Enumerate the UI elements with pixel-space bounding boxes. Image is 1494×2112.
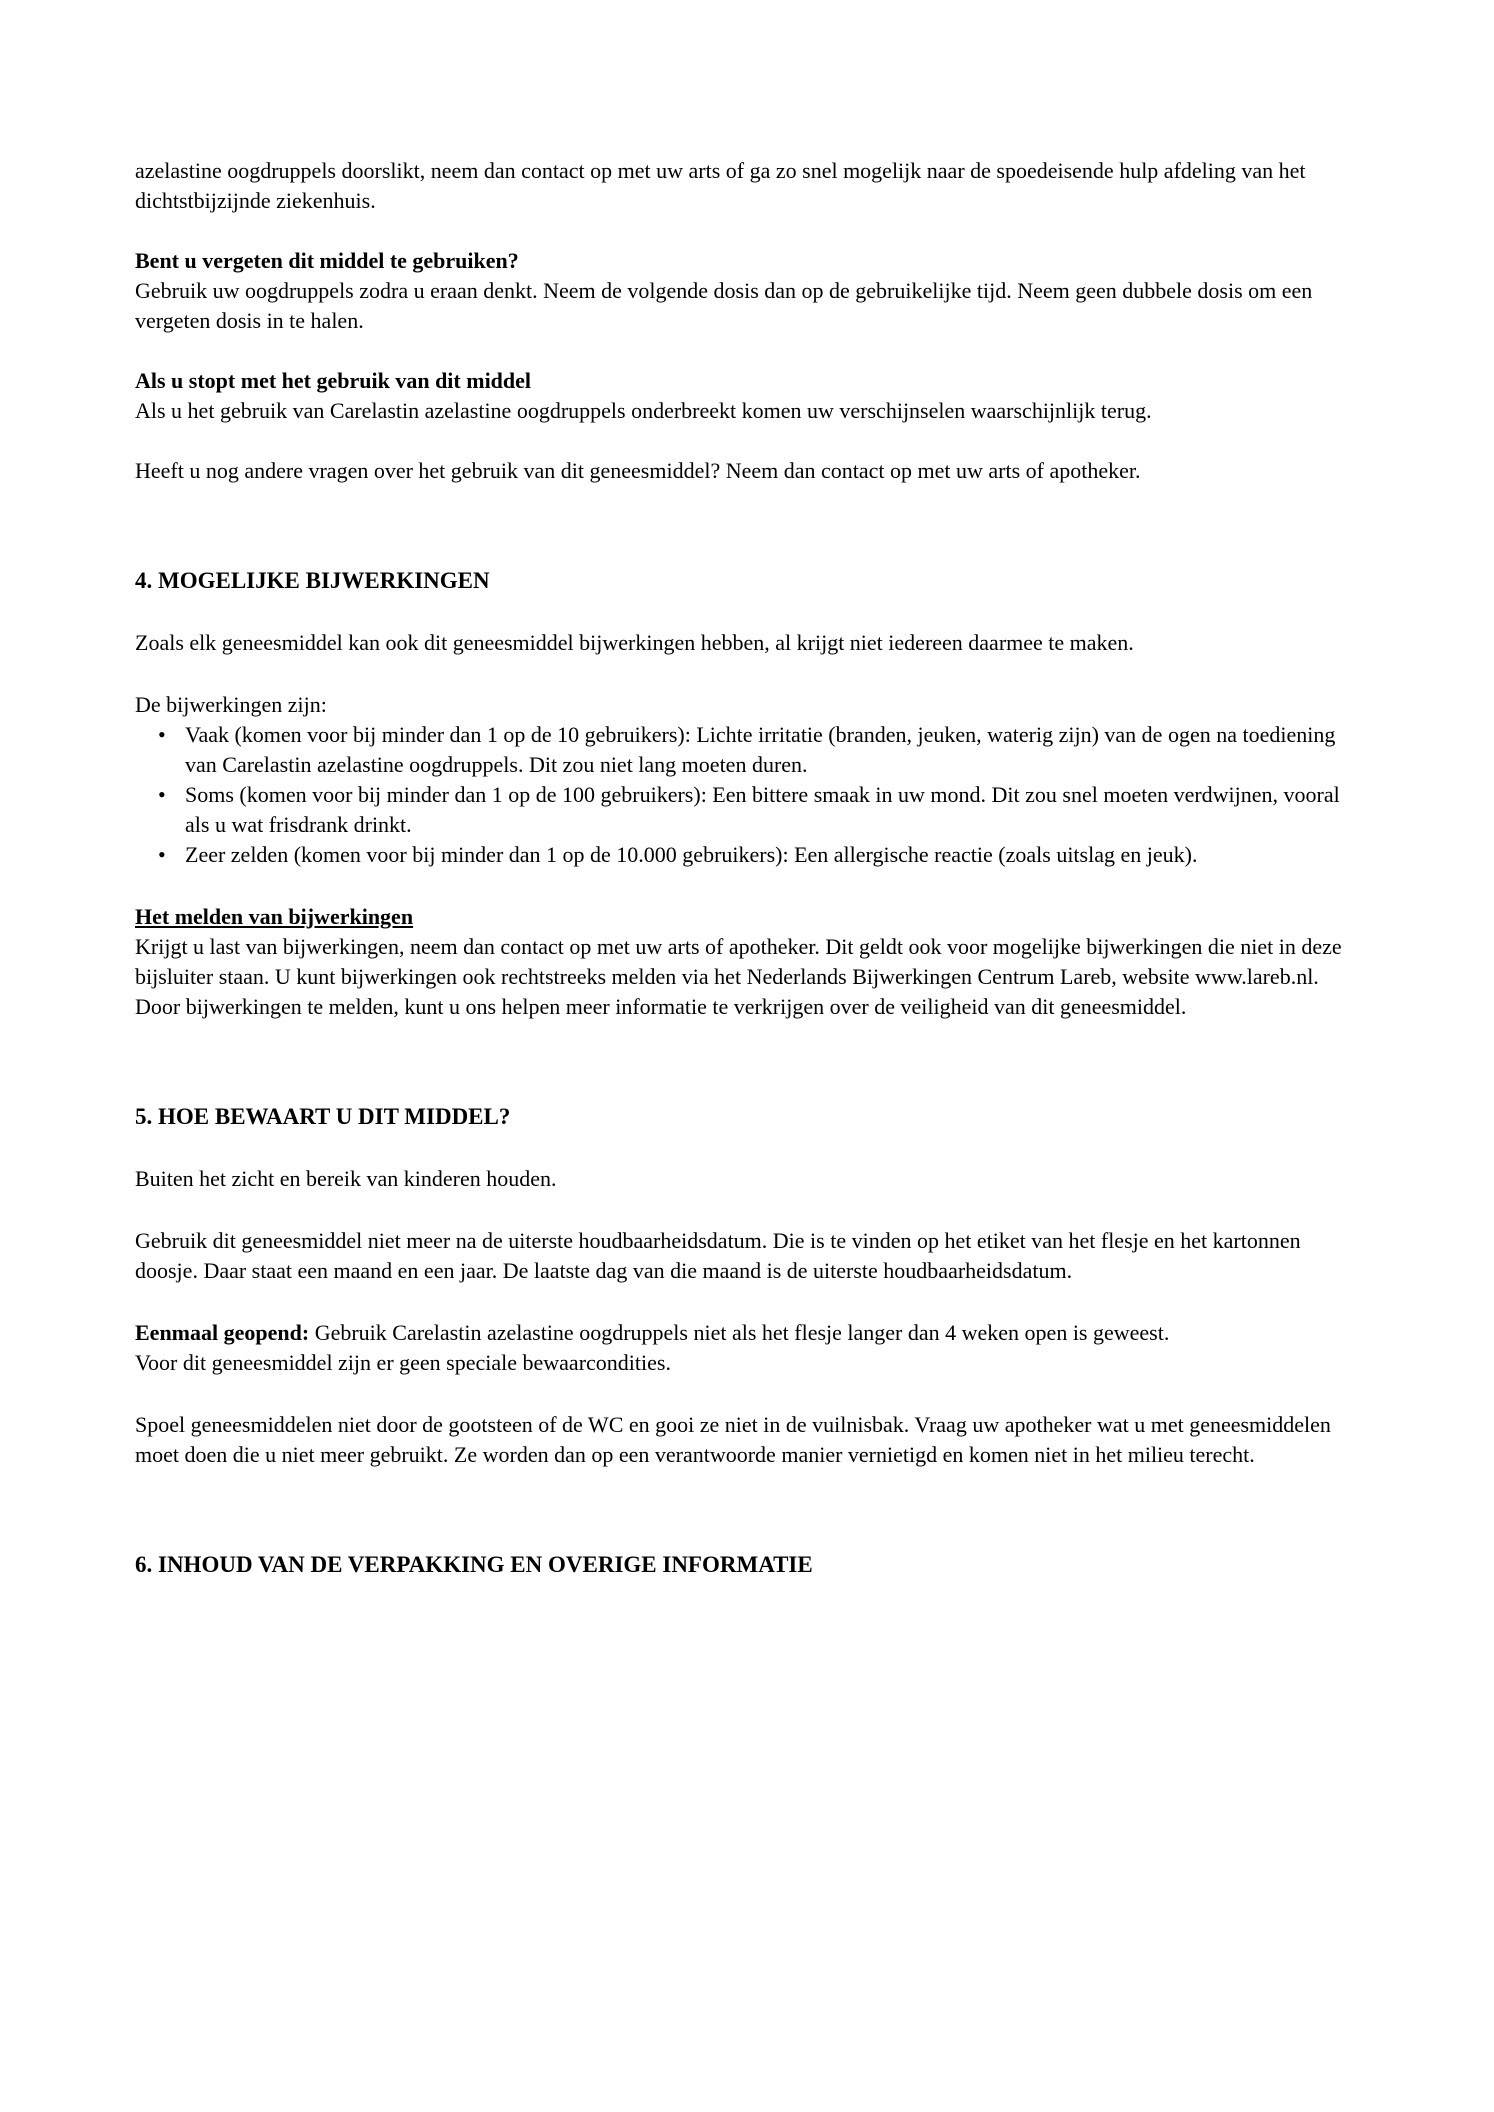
side-effects-list bbox=[135, 720, 1368, 870]
forgotten-dose-paragraph: Gebruik uw oogdruppels zodra u eraan denkt. Neem de volgende dosis dan op de gebruikelijke tijd. Neem geen dubbele dosis om een vergeten dosis in te halen. bbox=[135, 278, 1313, 333]
stop-use-heading: Als u stopt met het gebruik van dit middel bbox=[135, 368, 532, 393]
side-effect-soms: Soms (komen voor bij minder dan 1 op de 100 gebruikers): Een bittere smaak in uw mond. Dit zou snel moeten verdwijnen, vooral als u wat frisdrank drinkt. bbox=[185, 782, 1340, 837]
opened-paragraph bbox=[135, 1318, 1368, 1348]
side-effects-list-intro: De bijwerkingen zijn: bbox=[135, 692, 327, 717]
intro-continuation-paragraph: azelastine oogdruppels doorslikt, neem dan contact op met uw arts of ga zo snel mogelijk naar de spoedeisende hulp afdeling van het dichtstbijzijnde ziekenhuis. bbox=[135, 158, 1306, 213]
section-5-heading: 5. HOE BEWAART U DIT MIDDEL? bbox=[135, 1104, 511, 1129]
side-effect-zeer-zelden: Zeer zelden (komen voor bij minder dan 1 op de 10.000 gebruikers): Een allergische reactie (zoals uitslag en jeuk). bbox=[185, 842, 1198, 867]
list-item bbox=[135, 780, 1368, 840]
keep-away-paragraph: Buiten het zicht en bereik van kinderen houden. bbox=[135, 1166, 557, 1191]
bullet-icon: • bbox=[158, 782, 166, 807]
disposal-paragraph: Spoel geneesmiddelen niet door de gootsteen of de WC en gooi ze niet in de vuilnisbak. Vraag uw apotheker wat u met geneesmiddelen moet doen die u niet meer gebruikt. Ze worden dan op een verantwoorde manier vernietigd en komen niet in het milieu terecht. bbox=[135, 1412, 1331, 1467]
other-questions-paragraph: Heeft u nog andere vragen over het gebruik van dit geneesmiddel? Neem dan contact op met uw arts of apotheker. bbox=[135, 458, 1141, 483]
list-item bbox=[135, 720, 1368, 780]
reporting-side-effects-paragraph: Krijgt u last van bijwerkingen, neem dan contact op met uw arts of apotheker. Dit geldt ook voor mogelijke bijwerkingen die niet in deze bijsluiter staan. U kunt bijwerkingen ook rechtstreeks melden via het Nederlands Bijwerkingen Centrum Lareb, website www.lareb.nl. Door bijwerkingen te melden, kunt u ons helpen meer informatie te verkrijgen over de veiligheid van dit geneesmiddel. bbox=[135, 934, 1342, 1019]
opened-label: Eenmaal geopend: bbox=[135, 1320, 310, 1345]
expiry-paragraph: Gebruik dit geneesmiddel niet meer na de uiterste houdbaarheidsdatum. Die is te vinden op het etiket van het flesje en het kartonnen doosje. Daar staat een maand en een jaar. De laatste dag van die maand is de uiterste houdbaarheidsdatum. bbox=[135, 1228, 1301, 1283]
opened-text: Gebruik Carelastin azelastine oogdruppels niet als het flesje langer dan 4 weken open is geweest. bbox=[309, 1320, 1170, 1345]
section-4-heading: 4. MOGELIJKE BIJWERKINGEN bbox=[135, 568, 490, 593]
list-item bbox=[135, 840, 1368, 870]
section-6-heading: 6. INHOUD VAN DE VERPAKKING EN OVERIGE INFORMATIE bbox=[135, 1552, 813, 1577]
reporting-side-effects-heading: Het melden van bijwerkingen bbox=[135, 904, 414, 929]
bullet-icon: • bbox=[158, 722, 166, 747]
bullet-icon: • bbox=[158, 842, 166, 867]
side-effect-vaak: Vaak (komen voor bij minder dan 1 op de 10 gebruikers): Lichte irritatie (branden, jeuken, waterig zijn) van de ogen na toediening van Carelastin azelastine oogdruppels. Dit zou niet lang moeten duren. bbox=[185, 722, 1336, 777]
forgotten-dose-heading: Bent u vergeten dit middel te gebruiken? bbox=[135, 248, 519, 273]
stop-use-paragraph: Als u het gebruik van Carelastin azelastine oogdruppels onderbreekt komen uw verschijnselen waarschijnlijk terug. bbox=[135, 398, 1152, 423]
side-effects-intro-paragraph: Zoals elk geneesmiddel kan ook dit geneesmiddel bijwerkingen hebben, al krijgt niet iedereen daarmee te maken. bbox=[135, 630, 1134, 655]
no-conditions-paragraph: Voor dit geneesmiddel zijn er geen speciale bewaarcondities. bbox=[135, 1350, 671, 1375]
